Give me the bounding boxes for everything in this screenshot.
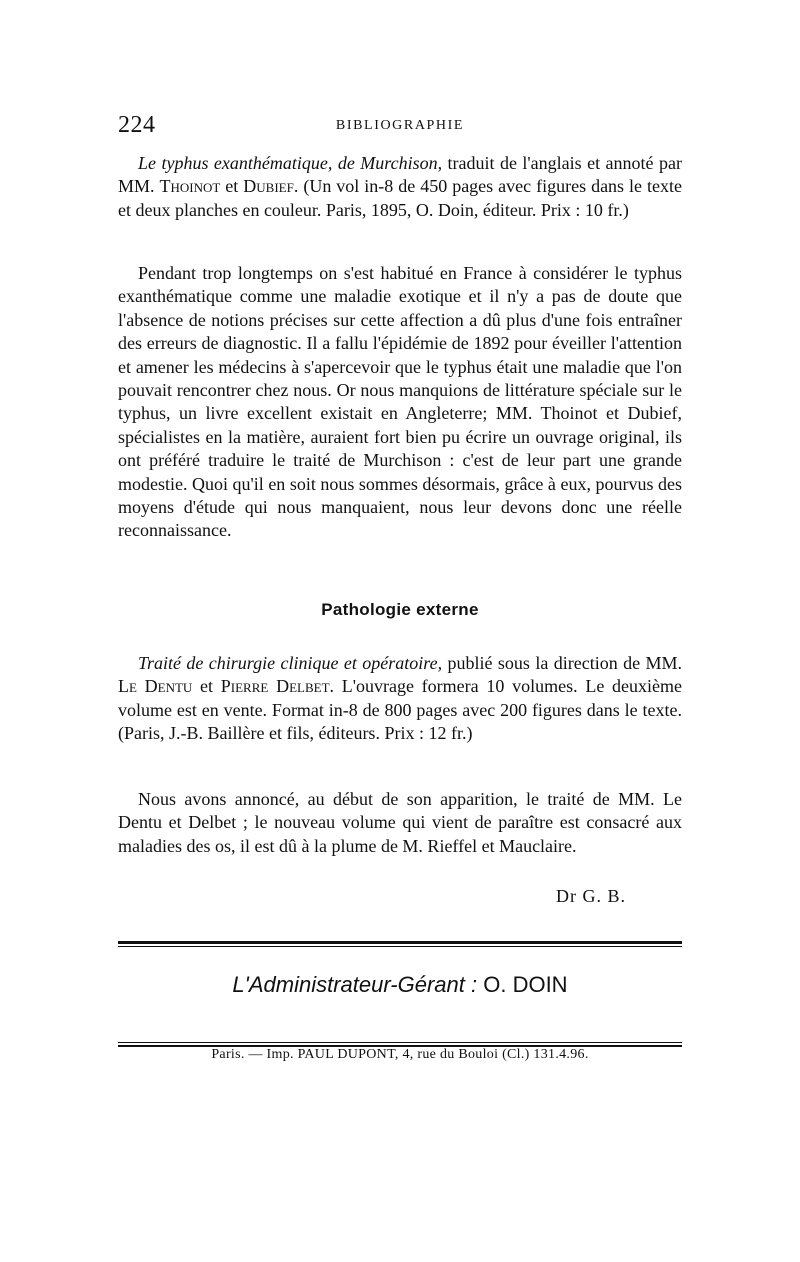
citation-text: . (Un vol in-8 de 450 pages avec figures dans le texte et deux planches en couleur. Paris, 1895, O. Doin, éditeur. Prix : 10 fr.) [118,176,682,220]
imprint-rule [118,1042,682,1043]
citation-text: traduit de l'anglais et annoté par MM. [118,153,682,197]
book-title: Le typhus exanthématique, de Murchison, [138,153,443,173]
review-chirurgie-body [118,788,682,858]
printer-imprint: Paris. — Imp. PAUL DUPONT, 4, rue du Bouloi (Cl.) 131.4.96. [211,1047,589,1062]
section-title: Pathologie externe [321,600,479,619]
citation-text: et [220,176,244,197]
footer-rule-thin [118,946,682,947]
review-typhus-body [118,262,682,543]
footer-rule-thick [118,941,682,944]
gerant-role: L'Administrateur-Gérant : [232,972,478,997]
author-name: Pierre Delbet [220,676,330,697]
gerant-name: O. DOIN [483,972,568,997]
review-paragraph: Pendant trop longtemps on s'est habitué en France à considérer le typhus exanthématique comme une maladie exotique et il n'y a pas de doute que l'absence de notions précises sur cette affection a dû plus d'une fois entraîner des erreurs de diagnostic. Il a fallu l'épidémie de 1892 pour éveiller l'attention et amener les médecins à s'apercevoir que le typhus était une maladie que l'on pouvait rencontrer chez nous. Or nous manquions de littérature spéciale sur le typhus, un livre excellent existait en Angleterre; MM. Thoinot et Dubief, spécialistes en la matière, auraient fort bien pu écrire un ouvrage original, ils ont préféré traduire le traité de Murchison : c'est de leur part une grande modestie. Quoi qu'il en soit nous sommes désormais, grâce à eux, pourvus des moyens d'étude qui nous manquaient, nous leur devons donc une réelle reconnaissance. [118,263,682,541]
running-head: BIBLIOGRAPHIE [335,118,465,133]
author-name: Dubief [243,176,294,197]
citation-text: publié sous la direction de MM. [442,653,682,673]
review-paragraph: Nous avons annoncé, au début de son apparition, le traité de MM. Le Dentu et Delbet ; le nouveau volume qui vient de paraître est consacré aux maladies des os, il est dû à la plume de M. Rieffel et Mauclaire. [118,789,682,856]
citation-text: et [192,676,221,697]
page-number: 224 [118,112,156,138]
administrator-line [118,972,682,998]
page-header [118,112,682,142]
review-typhus [118,152,682,222]
citation-text: . L'ouvrage formera 10 volumes. Le deuxième volume est en vente. Format in-8 de 800 pages avec 200 figures dans le texte. (Paris, J.-B. Baillère et fils, éditeurs. Prix : 12 fr.) [118,676,683,744]
citation-chirurgie [118,652,682,746]
author-name: Le Dentu [118,676,193,697]
reviewer-signature: Dr G. B. [556,886,626,906]
review-chirurgie [118,652,682,746]
author-name: Thoinot [159,176,221,197]
citation-typhus [118,152,682,222]
book-title: Traité de chirurgie clinique et opératoire, [138,653,443,673]
